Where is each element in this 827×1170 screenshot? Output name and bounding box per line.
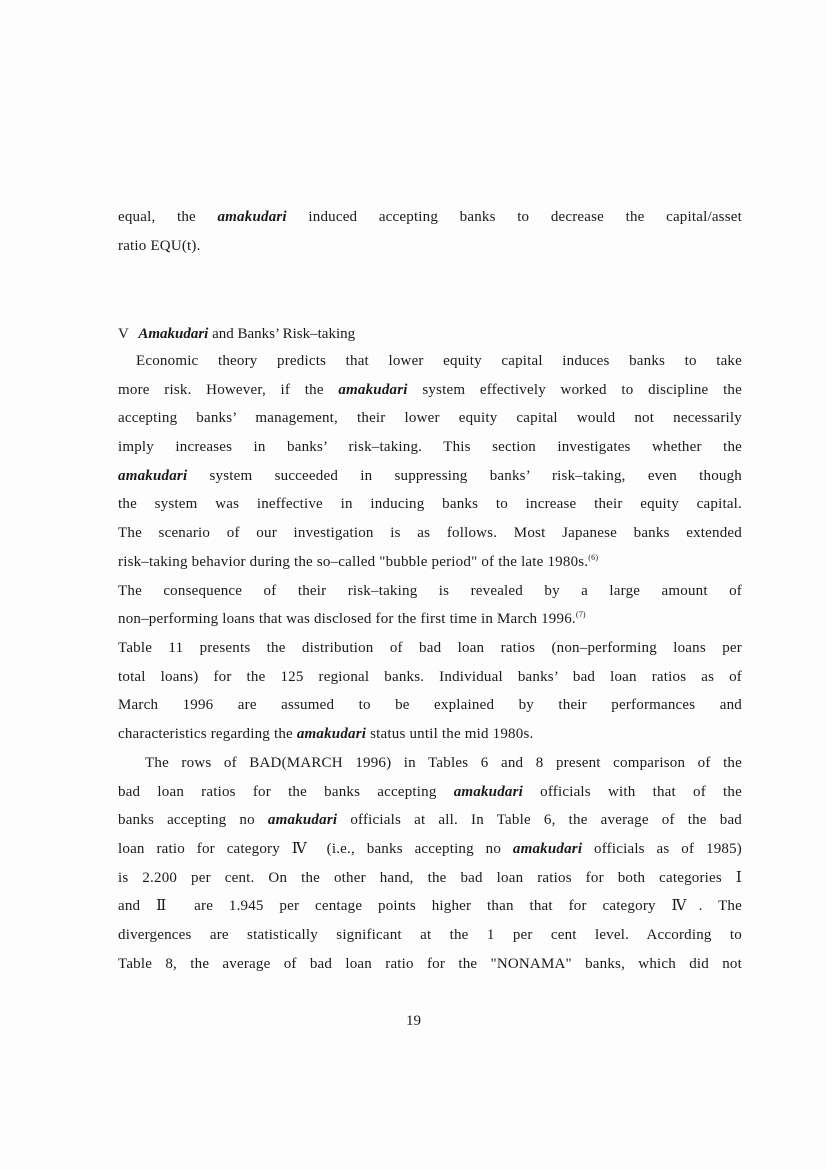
text-line: is 2.200 per cent. On the other hand, the bad loan ratios for both categories Ⅰ [118,869,742,886]
text-line: imply increases in banks’ risk–taking. This section investigates whether the [118,439,742,456]
paragraph-1 [118,347,742,749]
text-line: The consequence of their risk–taking is revealed by a large amount of [118,582,742,599]
text-line: The scenario of our investigation is as follows. Most Japanese banks extended [118,525,742,542]
text-line: non–performing loans that was disclosed for the first time in March 1996.$^{(7)}$ [118,610,586,628]
intro-paragraph [118,203,742,260]
text-line: banks accepting no amakudari officials at all. In Table 6, the average of the bad [118,812,742,829]
text-line: March 1996 are assumed to be explained by their performances and [118,697,742,714]
section-number: V [118,326,129,342]
text-line: Table 8, the average of bad loan ratio for the "NONAMA" banks, which did not [118,955,742,972]
text-line: accepting banks’ management, their lower equity capital would not necessarily [118,410,742,427]
text-line: risk–taking behavior during the so–called "bubble period" of the late 1980s.$^{(6)}$ [118,552,599,570]
text-line: the system was ineffective in inducing banks to increase their equity capital. [118,496,742,513]
text-line: characteristics regarding the amakudari status until the mid 1980s. [118,725,534,742]
page-number: 19 [406,1013,421,1029]
section-title: and Banks’ Risk–taking [208,326,356,342]
footnote-marker: (6) [588,552,599,562]
text-line: divergences are statistically significant at the 1 per cent level. According to [118,927,742,944]
text-line: Economic theory predicts that lower equity capital induces banks to take [136,353,742,369]
paragraph-2 [118,749,742,979]
section-heading [118,320,355,348]
text-line: equal, the amakudari induced accepting banks to decrease the capital/asset [118,209,742,225]
text-line: ratio EQU(t). [118,237,201,254]
footnote-marker: (7) [575,610,586,620]
text-line: more risk. However, if the amakudari system effectively worked to discipline the [118,381,742,398]
text-line: loan ratio for category Ⅳ (i.e., banks accepting no amakudari officials as of 1985) [118,841,742,858]
text-line: and Ⅱ are 1.945 per centage points higher than that for category Ⅳ. The [118,898,742,915]
section-title-emphasis: Amakudari [138,326,209,342]
text-line: bad loan ratios for the banks accepting amakudari officials with that of the [118,783,742,800]
text-line: total loans) for the 125 regional banks. Individual banks’ bad loan ratios as of [118,668,742,685]
text-line: The rows of BAD(MARCH 1996) in Tables 6 and 8 present comparison of the [145,755,742,771]
text-line: amakudari system succeeded in suppressing banks’ risk–taking, even though [118,467,742,484]
text-line: Table 11 presents the distribution of bad loan ratios (non–performing loans per [118,639,742,656]
